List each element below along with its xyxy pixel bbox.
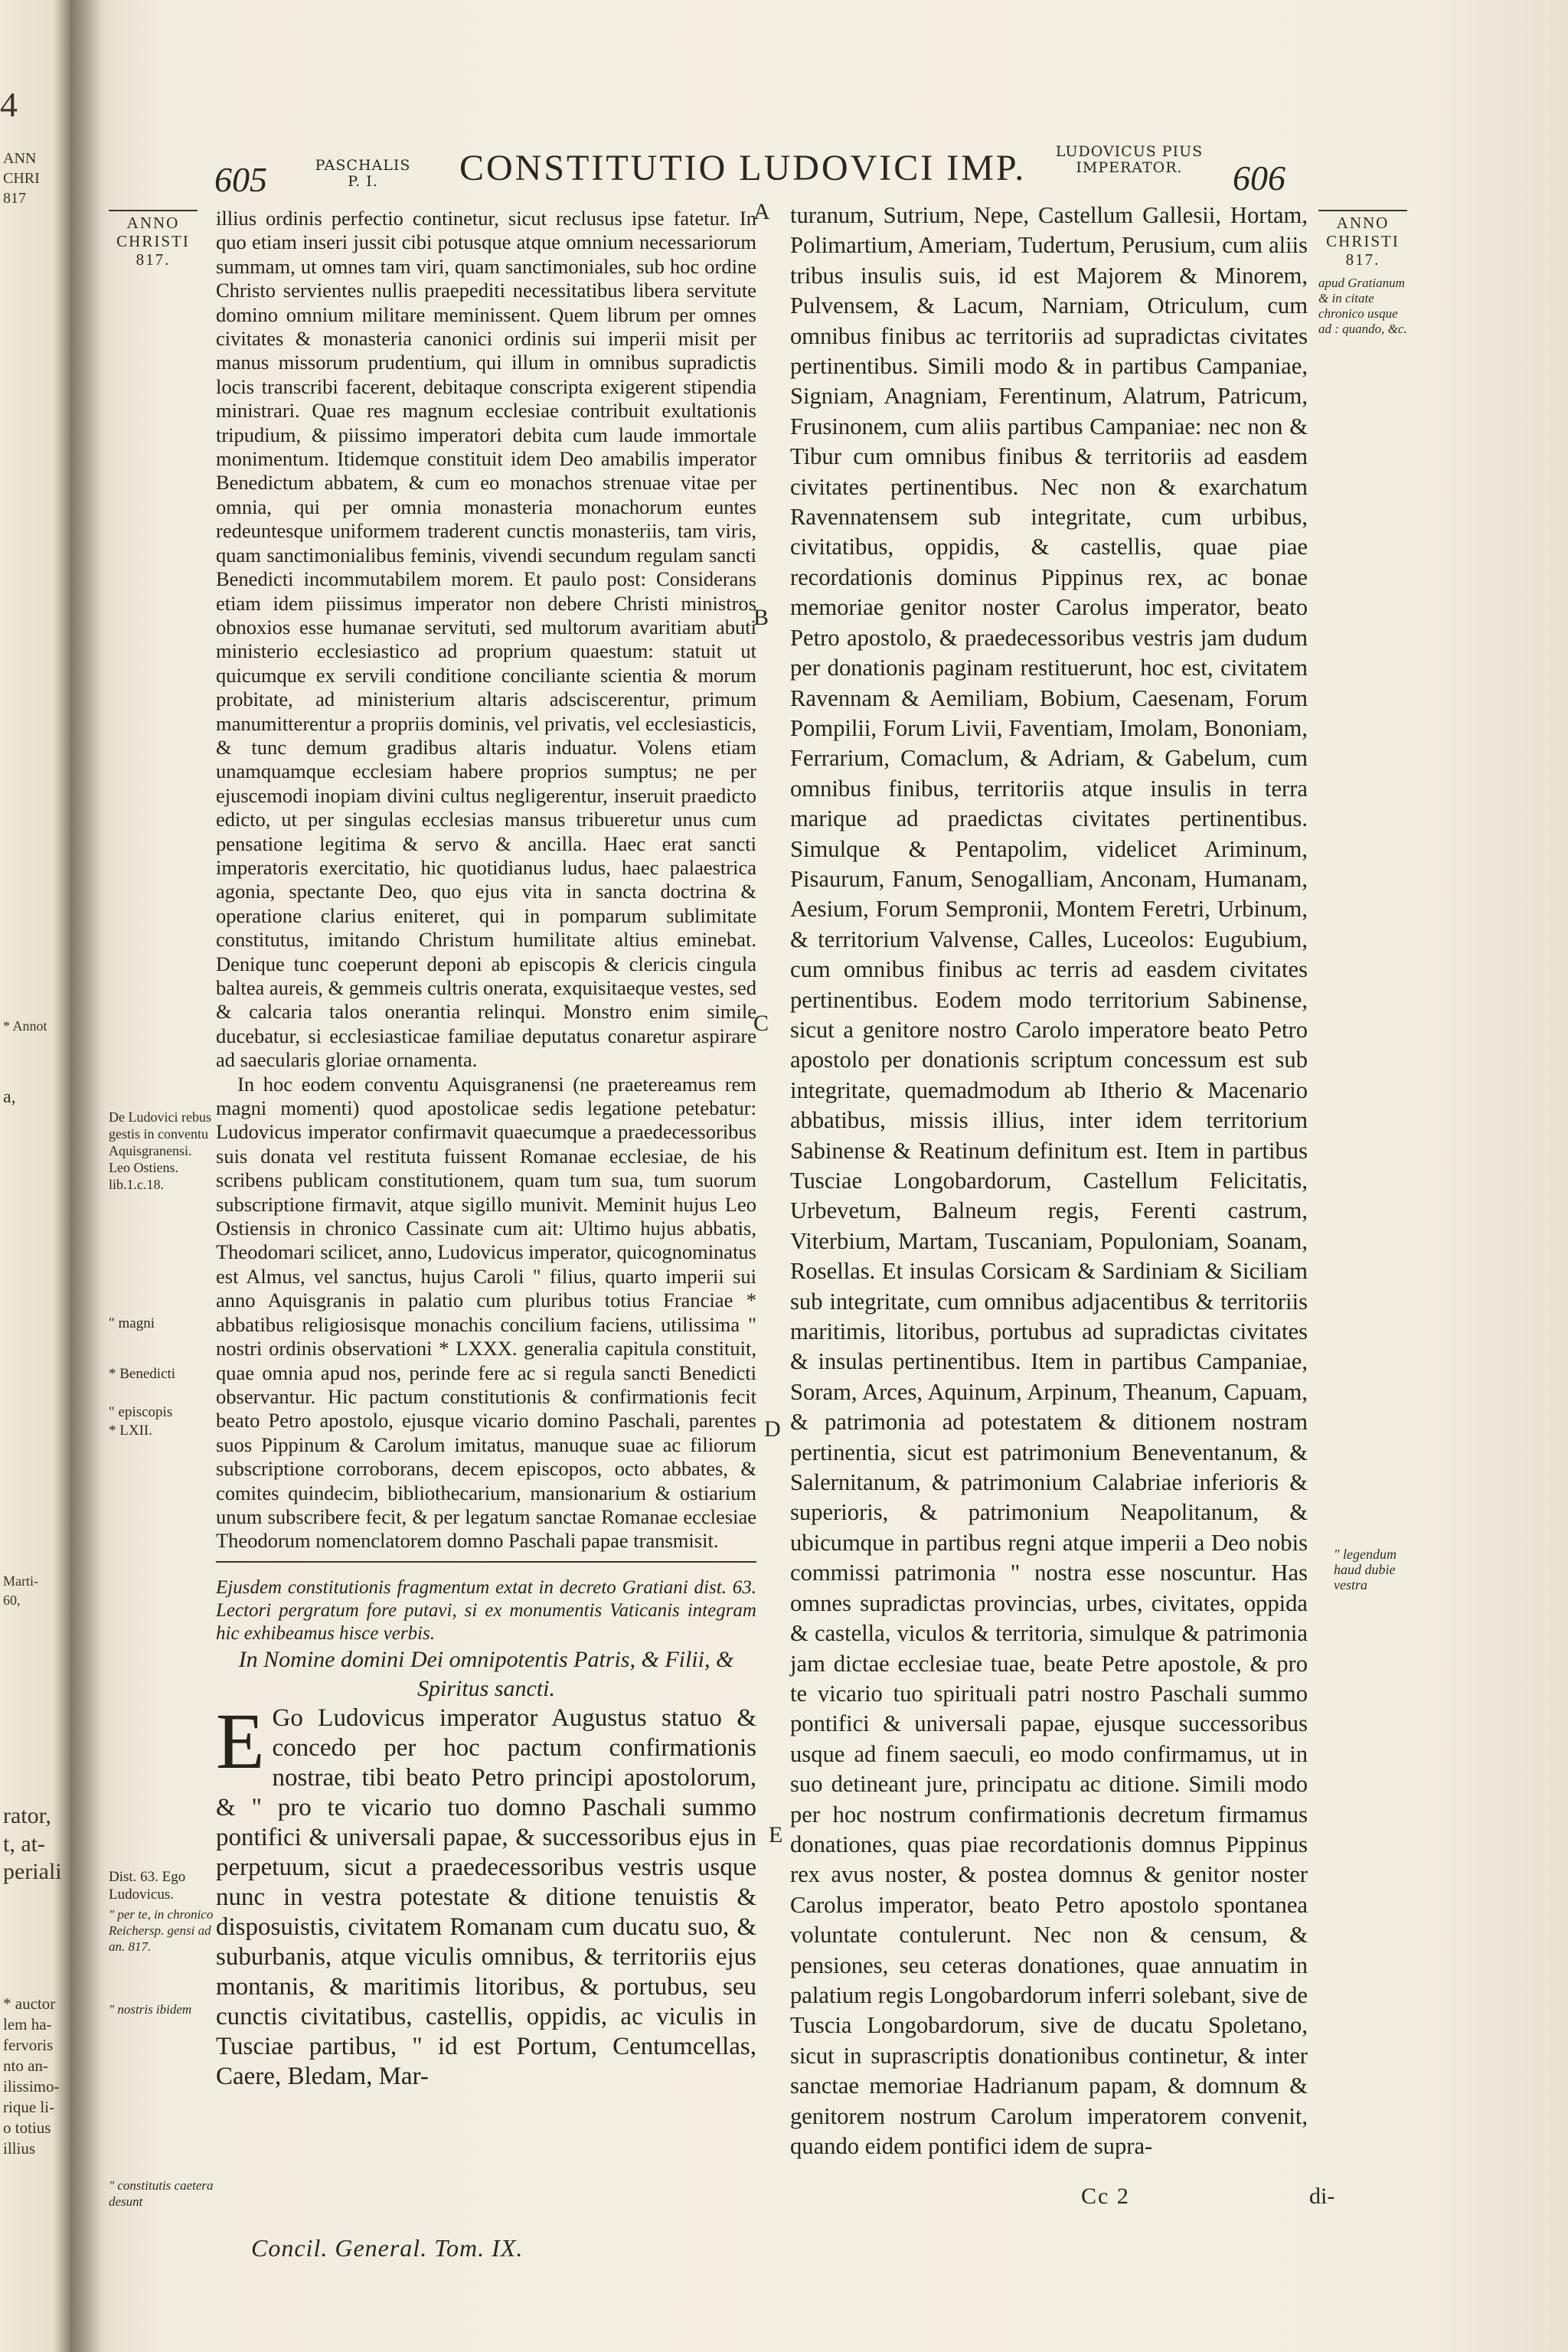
charter-text-block: [216, 1697, 756, 2092]
margin-note-magni: " magni: [109, 1315, 155, 1331]
anno-rule: [109, 210, 198, 211]
charter-text: Go Ludovicus imperator Augustus statuo & concedo per hoc pactum confirmationis nostrae, tibi beato Petro principi apostolorum, & " pro te vicario tuo domno Paschali summo pontifici & universali papae, & successoribus ejus in perpetuum, sicut a praedecessoribus vestris usque nunc in vestra potestate & ditione tenuistis & disposuistis, civitatem Romanam cum ducatu suo, & suburbanis, atque viculis omnibus, & territoriis ejus montanis, & maritimis litoribus, & portubus, seu cunctis civitatibus, castellis, oppidis, ac viculis in Tusciae partibus, " id est Portum, Centumcellas, Caere, Bledam, Mar-: [216, 1704, 756, 2090]
left-fragment: fervoris: [3, 2036, 54, 2054]
anno-christi-right: [1318, 210, 1407, 269]
invocation: In Nomine domini Dei omnipotentis Patris, & Filii, & Spiritus sancti.: [238, 1646, 734, 1701]
left-fragment: t, at-: [3, 1831, 45, 1857]
margin-note-constitutis: " constitutis caetera desunt: [109, 2178, 214, 2209]
christi-label: CHRISTI: [1326, 232, 1400, 250]
left-page-number: 4: [0, 85, 18, 124]
margin-note-nostris: " nostris ibidem: [109, 2002, 192, 2017]
paragraph-main: illius ordinis perfectio continetur, sicut reclusus ipse fatetur. In quo etiam inseri jussit cibi potusque atque omnium necessariorum summam, ut omnes tam viri, quam sanctimoniales, sub hoc ordine Christo servientes nullis praepediti necessitatibus libera servitute domino omnium militare meminissent. Quem librum per omnes civitates & monasteria canonici ordinis sui imperii misit per manus missorum prudentium, qui illum in omnibus supradictis locis transcribi facerent, debitaque conscripta exigerent stipendia ministrari. Quae res magnum ecclesiae contribuit exultationis tripudium, & piissimo imperatori debita cum laude immortale monimentum. Itidemque constituit idem Deo amabilis imperator Benedictum abbatem, & cum eo monachos strenuae vitae per omnia, qui per omnia monasteria monachorum euntes redeuntesque uniformem traderent cunctis monasteriis, tam viris, quam sanctimonialibus feminis, vivendi secundum regulam sancti Benedicti incommutabilem morem. Et paulo post: Considerans etiam idem piissimus imperator non debere Christi ministros obnoxios esse humanae servituti, sed multorum avaritiam abuti ministerio ecclesiastico ad proprium quaestum: statuit ut quicumque ex servili conditione conciliante scientia & morum probitate, ad ministerium altaris adsciscerentur, primum manumitterentur a propriis dominis, vel privatis, vel ecclesiasticis, & tunc demum gradibus altaris induatur. Volens etiam unamquamque ecclesiam habere proprios sumptus; ne per ejuscemodi inopiam divini cultus negligerentur, inseruit praedicto edicto, ut per singulas ecclesias mansus tribueretur unus cum pensatione legitima & servo & ancilla. Haec erat sancti imperatoris exercitatio, hic quotidianus ludus, haec palaestrica agonia, spectante Deo, quo ejus vita in sancta doctrina & operatione clarius eniteret, qui in pomparum sublimitate constitutus, imitando Christum humilitate altius eminebat. Denique tunc coeperunt deponi ab episcopis & clericis cingula baltea aureis, & gemmeis cultris onerata, exquisitaeque vestes, sed & calcaria talos onerantia relinqui. Monstro enim simile ducebatur, si ecclesiasticae familiae deputatus conaretur aspirare ad saecularis gloriae ornamenta.: [216, 207, 756, 1072]
margin-note-dist: Dist. 63. Ego Ludovicus.: [109, 1869, 186, 1903]
margin-note-per-te: " per te, in chronico Reichersp. gensi ad an. 817.: [109, 1907, 214, 1954]
page-title: CONSTITUTIO LUDOVICI IMP.: [459, 148, 1027, 188]
left-page-number-header: [214, 159, 267, 213]
left-fragment: ANN: [3, 150, 37, 167]
section-letter-d: D: [764, 1416, 781, 1442]
section-divider: [216, 1561, 756, 1563]
anno-rule: [1318, 210, 1407, 211]
margin-note-benedicti: * Benedicti: [109, 1366, 176, 1382]
margin-note-legendum: " legendum haud dubie vestra: [1334, 1547, 1397, 1592]
left-fragment: 60,: [3, 1592, 21, 1608]
anno-christi-left: [109, 210, 198, 269]
signature-mark: Cc 2: [1081, 2184, 1130, 2209]
section-letter-b: B: [753, 605, 769, 630]
anno-label: ANNO: [126, 214, 180, 232]
running-head-left: PASCHALIS P. I.: [315, 157, 411, 190]
gutter-shadow: [70, 0, 101, 2352]
margin-note-de-ludovici: De Ludovici rebus gestis in conventu Aquisgranensi. Leo Ostiens. lib.1.c.18.: [109, 1109, 211, 1192]
fragment-notice: Ejusdem constitutionis fragmentum extat in decreto Gratiani dist. 63. Lectori pergratum fore putavi, si ex monumentis Vaticanis integram hic exhibeamus hisce verbis.: [216, 1576, 756, 1644]
left-fragment: periali: [3, 1859, 62, 1884]
section-letter-a: A: [753, 199, 770, 224]
left-fragment: rator,: [3, 1803, 51, 1828]
left-fragment: Marti-: [3, 1573, 38, 1589]
left-fragment: * Annot: [3, 1018, 47, 1034]
margin-note-episcopis: " episcopis: [109, 1404, 173, 1420]
christi-label: CHRISTI: [116, 232, 190, 250]
margin-note-lxii: * LXII.: [109, 1423, 152, 1439]
page-number-606: 606: [1233, 158, 1285, 198]
left-fragment: 817: [3, 190, 26, 207]
left-column: [216, 207, 756, 2092]
running-head-right: LUDOVICUS PIUS IMPERATOR.: [1055, 143, 1204, 176]
page-title-wrap: [459, 147, 1026, 201]
drop-cap: E: [216, 1697, 265, 1785]
left-fragment: ilissimo-: [3, 2077, 60, 2096]
catchword: di-: [1309, 2184, 1335, 2209]
section-letter-e: E: [769, 1822, 783, 1847]
page-number-605: 605: [214, 160, 267, 199]
paragraph-conventu: In hoc eodem conventu Aquisgranensi (ne praetereamus rem magni momenti) quod apostolicae sedis legatione petebatur: Ludovicus imperator confirmavit quaecumque a praedecessoribus suis donata vel restituta fuissent Romanae ecclesiae, de his scribens publicam constitutionem, quam tum sua, tum suorum subscriptione firmavit, atque sigillo munivit. Meminit hujus Leo Ostiensis in chronico Cassinate cum ait: Ultimo hujus abbatis, Theodomari scilicet, anno, Ludovicus imperator, quicognominatus est Almus, vel sanctus, hujus Caroli " filius, quarto imperii sui anno Aquisgranis in palatio cum pluribus totius Franciae * abbatibus religiosisque monachis concilium faciens, utilissima " nostri ordinis observationi * LXXX. generalia capitula constituit, quae omnia apud nos, perinde fere ac si regula sancti Benedicti observantur. Hic pactum constitutionis & confirmationis fecit beato Petro apostolo, ejusque vicario domino Paschali, parentes suos Pippinum & Carolum imitatus, manuque suae ac filiorum subscriptione corroborans, decem episcopos, octo abbates, & comites quindecim, bibliothecarium, mansionarium & ostiarium unum subscribere fecit, & per legatum sanctae Romanae ecclesiae Theodorum nomenclatorem domno Paschali papae transmisit.: [216, 1072, 756, 1553]
year-label: 817.: [136, 250, 171, 269]
paragraph-right: turanum, Sutrium, Nepe, Castellum Gallesii, Hortam, Polimartium, Ameriam, Tudertum, Perusium, cum aliis tribus insulis suis, id est Majorem & Minorem, Pulvensem, & Lacum, Narniam, Otriculum, cum omnibus finibus ac territoriis ad supradictas civitates pertinentibus. Simili modo & in partibus Campaniae, Signiam, Anagniam, Ferentinum, Alatrum, Patricum, Frusinonem, cum aliis partibus Campaniae: nec non & Tibur cum omnibus finibus & territoriis ad easdem civitates pertinentibus. Nec non & exarchatum Ravennatensem sub integritate, cum urbibus, civitatibus, oppidis, & castellis, quae piae recordationis dominus Pippinus rex, ac bonae memoriae genitor noster Carolus imperator, beato Petro apostolo, & praedecessoribus vestris jam dudum per donationis paginam restituerunt, hoc est, civitatem Ravennam & Aemiliam, Bobium, Caesenam, Forum Pompilii, Forum Livii, Faventiam, Imolam, Bononiam, Ferrarium, Comaclum, & Adriam, & Gabelum, cum omnibus finibus, territoriis atque insulis in terra marique ad praedictas civitates pertinentibus. Simulque & Pentapolim, videlicet Ariminum, Pisaurum, Fanum, Senogalliam, Anconam, Humanam, Aesium, Forum Sempronii, Montem Feretri, Urbinum, & territorium Valvense, Calles, Luceolos: Eugubium, cum omnibus finibus ac terris ad easdem civitates pertinentibus. Eodem modo territorium Sabinense, sicut a genitore nostro Carolo imperatore beato Petro apostolo per donationis scriptum concessum est sub integritate, quemadmodum ab Itherio & Macenario abbatibus, missis illius, inter idem territorium Sabinense & Reatinum definitum est. Item in partibus Tusciae Longobardorum, Castellum Felicitatis, Urbevetum, Balneum regis, Ferenti castrum, Viterbium, Martam, Tuscaniam, Populoniam, Soanam, Rosellas. Et insulas Corsicam & Sardiniam & Siciliam sub integritate, cum omnibus adjacentibus & territoriis maritimis, litoribus, portubus ad supradictas civitates & insulas pertinentibus. Item in partibus Campaniae, Soram, Arces, Aquinum, Arpinum, Theanum, Capuam, & patrimonia ad potestatem & ditionem nostram pertinentia, sicut est patrimonium Beneventanum, & Salernitanum, & patrimonium Calabriae inferioris & superioris, & patrimonium Neapolitanum, & ubicumque in partibus regni atque imperii a Deo nobis commissi patrimonia " nostra esse noscuntur. Has omnes supradictas provincias, urbes, civitates, oppida & castella, viculos & territoria, simulque & patrimonia jam dictae ecclesiae tuae, beate Petre apostole, & pro te vicario tuo spirituali patri nostro Paschali summo pontifici & universali papae, ejusque successoribus usque ad finem saeculi, eo modo confirmamus, ut in suo detineant jure, principatu ac ditione. Simili modo per hoc nostrum confirmationis decretum firmamus donationes, quas piae recordationis domnus Pippinus rex avus noster, & postea domnus & genitor noster Carolus imperator, beato Petro apostolo spontanea voluntate contulerunt. Nec non & censum, & pensiones, seu ceteras donationes, quae annuatim in palatium regis Longobardorum inferri solebant, sive de Tuscia Longobardorum, sive de ducatu Spoletano, sicut in suprascriptis donationibus continetur, & inter sanctae memoriae Hadrianum papam, & domnum & genitorem nostrum Carolum imperatorem convenit, quando eidem pontifici idem de supra-: [790, 202, 1308, 2159]
left-fragment: a,: [3, 1087, 16, 1107]
left-fragment: * auctor: [3, 1994, 56, 2013]
section-letter-c: C: [753, 1011, 769, 1036]
left-fragment: nto an-: [3, 2056, 48, 2075]
right-column: [790, 201, 1308, 2161]
volume-footer: Concil. General. Tom. IX.: [251, 2234, 524, 2262]
margin-note-gratia: apud Gratianum & in citate chronico usque ad : quando, &c.: [1318, 276, 1407, 336]
year-label: 817.: [1345, 250, 1380, 269]
previous-page-edge: [0, 0, 70, 2352]
anno-label: ANNO: [1336, 214, 1390, 232]
left-fragment: CHRI: [3, 170, 40, 187]
left-fragment: lem ha-: [3, 2015, 52, 2034]
left-fragment: rique li-: [3, 2098, 55, 2116]
left-fragment: illius: [3, 2139, 36, 2158]
left-fragment: o totius: [3, 2118, 51, 2137]
